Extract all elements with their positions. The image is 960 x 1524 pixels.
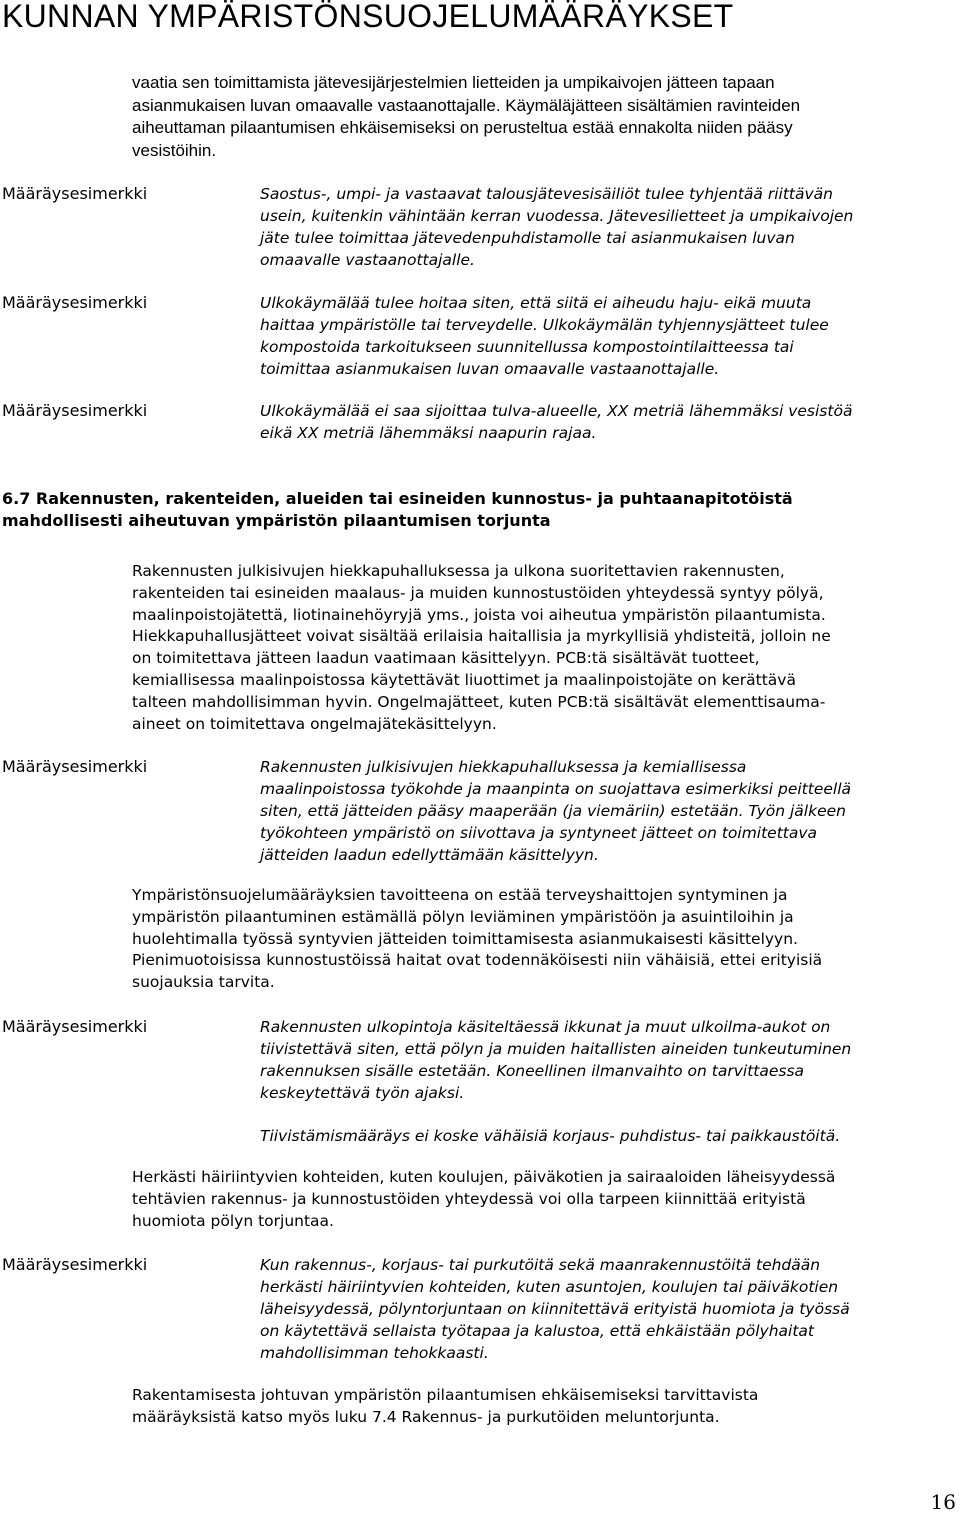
text-line: tehtävien rakennus- ja kunnostustöiden yhteydessä voi olla tarpeen kiinnittää erityistä (132, 1189, 806, 1208)
text-line: maalinpoistossa työkohde ja maanpinta on suojattava esimerkiksi peitteellä (260, 780, 851, 798)
text-line: jätteiden laadun edellyttämään käsittelyyn. (260, 846, 599, 864)
regulation-label: Määräysesimerkki (2, 757, 148, 776)
regulation-text (260, 756, 851, 866)
text-line: aiheuttaman pilaantumisen ehkäisemiseksi on perusteltua estää ennakolta niiden pääsy (132, 118, 793, 137)
regulation-text (260, 183, 853, 271)
text-line: kompostoida tarkoitukseen suunnitellussa kompostointilaitteessa tai (260, 338, 794, 356)
text-line: on toimitettava jätteen laadun vaatimaan käsittelyyn. PCB:tä sisältävät tuotteet, (132, 649, 760, 668)
text-line: Kun rakennus-, korjaus- tai purkutöitä sekä maanrakennustöitä tehdään (260, 1256, 821, 1274)
text-line: aineet on toimitettava ongelmajätekäsittelyyn. (132, 714, 497, 733)
text-line: talteen mahdollisimman hyvin. Ongelmajätteet, kuten PCB:tä sisältävät elementtisauma- (132, 692, 826, 711)
text-line: Ulkokäymälää tulee hoitaa siten, että siitä ei aiheudu haju- eikä muuta (260, 294, 812, 312)
text-line: Rakennusten julkisivujen hiekkapuhalluksessa ja kemiallisessa (260, 758, 747, 776)
text-line: Rakennusten ulkopintoja käsiteltäessä ikkunat ja muut ulkoilma-aukot on (260, 1018, 831, 1036)
text-line: huolehtimalla työssä syntyvien jätteiden toimittamisesta asianmukaisesti käsittelyyn. (132, 929, 798, 948)
text-line: eikä XX metriä lähemmäksi naapurin rajaa. (260, 424, 597, 442)
regulation-text (260, 292, 829, 380)
text-line: määräyksistä katso myös luku 7.4 Rakennus- ja purkutöiden meluntorjunta. (132, 1407, 720, 1426)
text-line: siten, että jätteiden pääsy maaperään (ja viemäriin) estetään. Työn jälkeen (260, 802, 846, 820)
page-title: KUNNAN YMPÄRISTÖNSUOJELUMÄÄRÄYKSET (2, 0, 734, 34)
intro-paragraph (132, 72, 952, 162)
regulation-label: Määräysesimerkki (2, 1017, 148, 1036)
text-line: Ulkokäymälää ei saa sijoittaa tulva-alueelle, XX metriä lähemmäksi vesistöä (260, 402, 853, 420)
text-line: Hiekkapuhallusjätteet voivat sisältää erilaisia haitallisia ja myrkyllisiä yhdisteitä, jolloin ne (132, 627, 831, 646)
text-line: Herkästi häiriintyvien kohteiden, kuten koulujen, päiväkotien ja sairaaloiden läheisyydessä (132, 1168, 836, 1186)
text-line: omaavalle vastaanottajalle. (260, 251, 475, 269)
body-paragraph (132, 561, 831, 735)
text-line: mahdollisesti aiheutuvan ympäristön pilaantumisen torjunta (2, 511, 551, 530)
text-line: herkästi häiriintyvien kohteiden, kuten asuntojen, koulujen tai päiväkotien (260, 1278, 839, 1296)
regulation-text (260, 1016, 851, 1104)
text-line: maalinpoistojätettä, liotinainehöyryjä yms., joista voi aiheutua ympäristön pilaantumista. (132, 605, 826, 624)
text-line: läheisyydessä, pölyntorjuntaan on kiinnitettävä erityistä huomiota ja työssä (260, 1300, 850, 1318)
regulation-label: Määräysesimerkki (2, 184, 148, 203)
text-line: rakenteiden tai esineiden maalaus- ja muiden kunnostustöiden yhteydessä syntyy pölyä, (132, 583, 824, 602)
page-number: 16 (930, 1490, 956, 1514)
text-line: 6.7 Rakennusten, rakenteiden, alueiden tai esineiden kunnostus- ja puhtaanapitotöistä (2, 489, 793, 508)
body-paragraph (132, 1385, 758, 1429)
regulation-label: Määräysesimerkki (2, 401, 148, 420)
text-line: jäte tulee toimittaa jätevedenpuhdistamolle tai asianmukaisen luvan (260, 229, 795, 247)
text-line: työkohteen ympäristö on siivottava ja syntyneet jätteet on toimitettava (260, 824, 818, 842)
text-line: huomiota pölyn torjuntaa. (132, 1211, 334, 1230)
text-line: mahdollisimman tehokkaasti. (260, 1344, 489, 1362)
text-line: vesistöihin. (132, 140, 217, 160)
regulation-note (260, 1125, 840, 1147)
text-line: kemiallisessa maalinpoistossa käytettävät liuottimet ja maalinpoistojäte on kerättävä (132, 670, 796, 689)
text-line: Saostus-, umpi- ja vastaavat talousjätevesisäiliöt tulee tyhjentää riittävän (260, 185, 833, 203)
text-line: tiivistettävä siten, että pölyn ja muiden haitallisten aineiden tunkeutuminen (260, 1040, 852, 1058)
text-line: Rakennusten julkisivujen hiekkapuhalluksessa ja ulkona suoritettavien rakennusten, (132, 562, 785, 580)
text-line: ympäristön pilaantuminen estämällä pölyn leviäminen ympäristöön ja asuintiloihin ja (132, 907, 794, 926)
text-line: Pienimuotoisissa kunnostustöissä haitat ovat todennäköisesti niin vähäisiä, ettei erityisiä (132, 951, 823, 970)
text-line: asianmukaisen luvan omaavalle vastaanottajalle. Käymäläjätteen sisältämien ravinteiden (132, 95, 801, 115)
text-line: Tiivistämismääräys ei koske vähäisiä korjaus- puhdistus- tai paikkaustöitä. (260, 1127, 841, 1145)
regulation-text (260, 400, 852, 444)
text-line: haittaa ympäristölle tai terveydelle. Ulkokäymälän tyhjennysjätteet tulee (260, 316, 829, 334)
text-line: vaatia sen toimittamista jätevesijärjestelmien lietteiden ja umpikaivojen jätteen tapaan (132, 73, 775, 92)
text-line: on käytettävä sellaista työtapaa ja kalustoa, että ehkäistään pölyhaitat (260, 1322, 814, 1340)
text-line: Ympäristönsuojelumääräyksien tavoitteena on estää terveyshaittojen syntyminen ja (132, 886, 788, 904)
text-line: suojauksia tarvita. (132, 973, 275, 992)
regulation-text (260, 1254, 850, 1364)
regulation-label: Määräysesimerkki (2, 293, 148, 312)
body-paragraph (132, 885, 822, 994)
text-line: Rakentamisesta johtuvan ympäristön pilaantumisen ehkäisemiseksi tarvittavista (132, 1386, 759, 1404)
section-heading (2, 488, 793, 532)
text-line: usein, kuitenkin vähintään kerran vuodessa. Jätevesilietteet ja umpikaivojen (260, 207, 854, 225)
text-line: keskeytettävä työn ajaksi. (260, 1084, 465, 1102)
body-paragraph (132, 1167, 835, 1232)
text-line: toimittaa asianmukaisen luvan omaavalle vastaanottajalle. (260, 360, 720, 378)
text-line: rakennuksen sisälle estetään. Koneellinen ilmanvaihto on tarvittaessa (260, 1062, 805, 1080)
regulation-label: Määräysesimerkki (2, 1255, 148, 1274)
